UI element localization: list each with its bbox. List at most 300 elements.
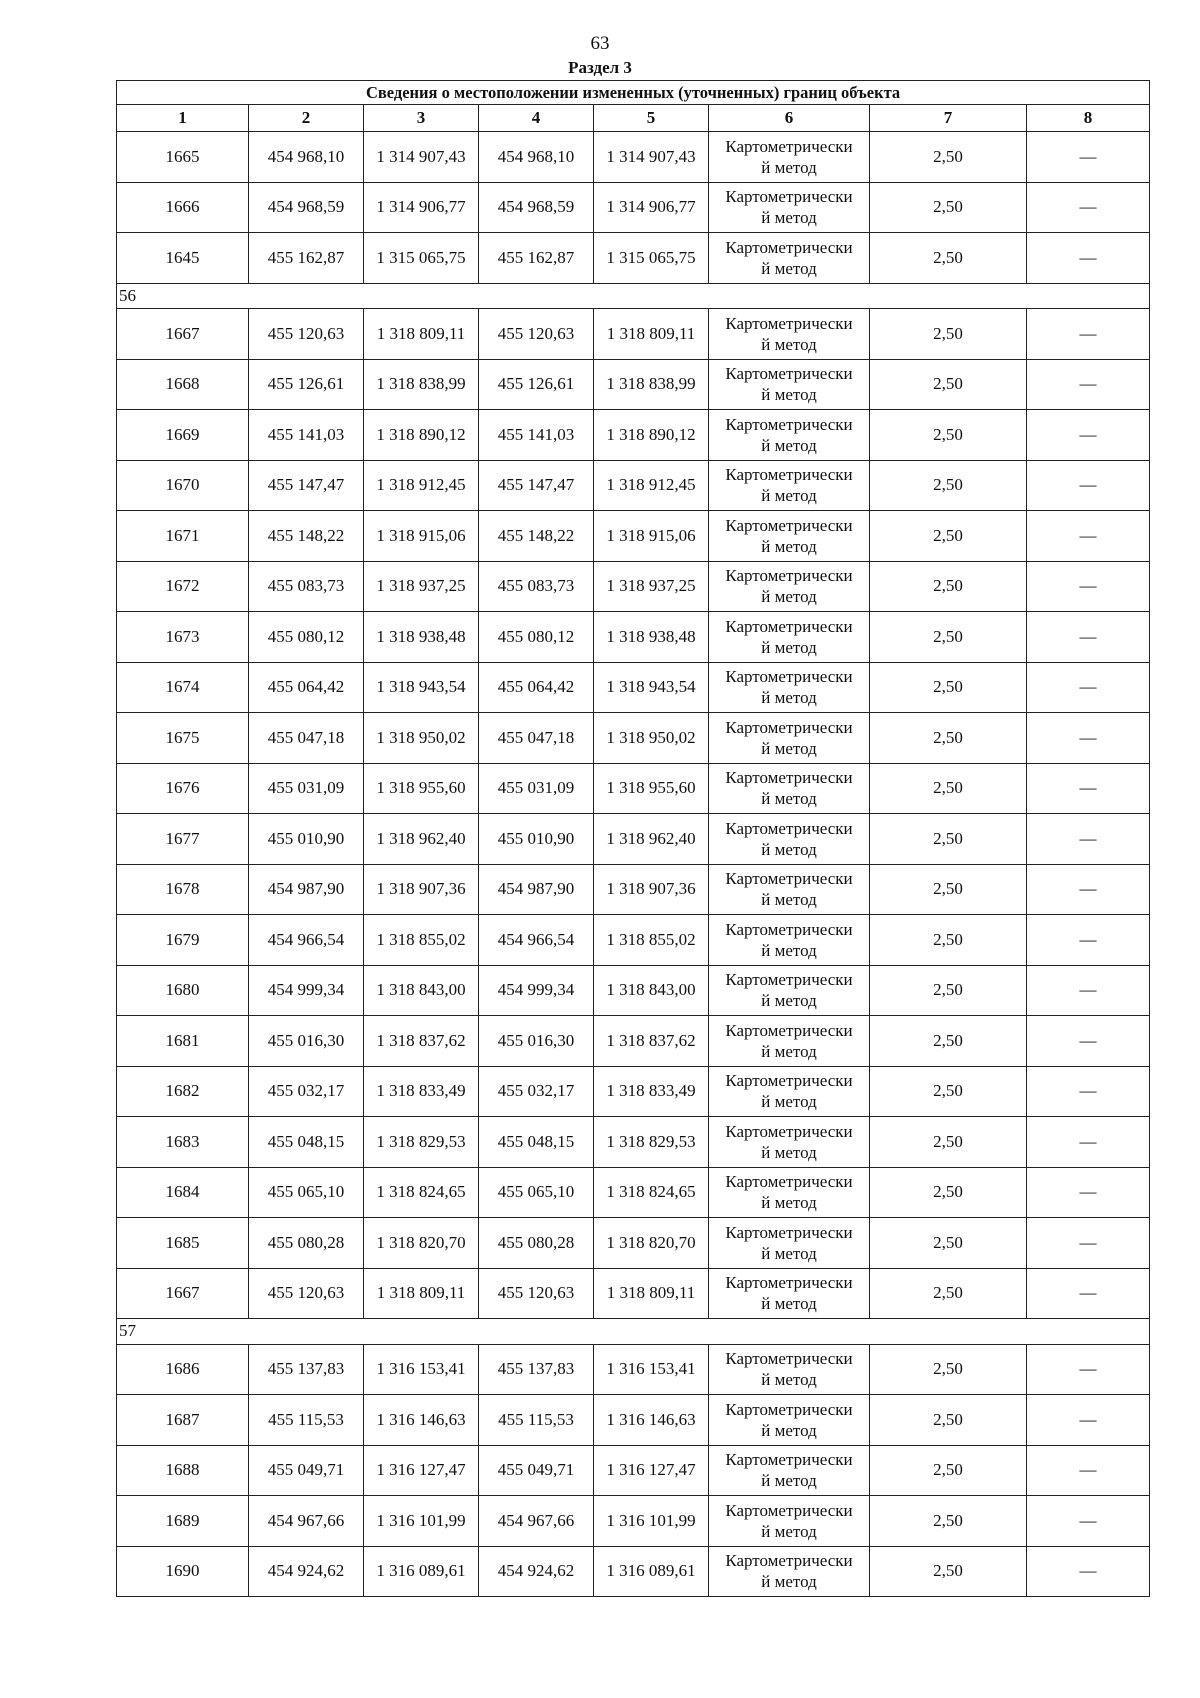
y-coordinate-old: 1 318 938,48 — [364, 612, 479, 663]
point-number: 1676 — [117, 763, 249, 814]
y-coordinate-old: 1 315 065,75 — [364, 233, 479, 284]
description-value: — — [1027, 182, 1150, 233]
table-row — [117, 1496, 1150, 1547]
table-row — [117, 662, 1150, 713]
x-coordinate-new: 454 924,62 — [479, 1546, 594, 1597]
column-header-7: 7 — [870, 105, 1027, 132]
method-line-1: Картометрически — [725, 1500, 853, 1520]
description-value: — — [1027, 1167, 1150, 1218]
x-coordinate-old: 455 148,22 — [249, 511, 364, 562]
y-coordinate-new: 1 318 915,06 — [594, 511, 709, 562]
method-line-2: й метод — [761, 334, 817, 354]
x-coordinate-old: 454 924,62 — [249, 1546, 364, 1597]
accuracy-value: 2,50 — [870, 763, 1027, 814]
method-cell — [709, 359, 870, 410]
accuracy-value: 2,50 — [870, 561, 1027, 612]
table-row — [117, 233, 1150, 284]
y-coordinate-new: 1 316 101,99 — [594, 1496, 709, 1547]
method-cell — [709, 1066, 870, 1117]
y-coordinate-new: 1 318 824,65 — [594, 1167, 709, 1218]
method-line-1: Картометрически — [725, 515, 853, 535]
table-row — [117, 511, 1150, 562]
y-coordinate-old: 1 318 915,06 — [364, 511, 479, 562]
accuracy-value: 2,50 — [870, 612, 1027, 663]
coordinates-table — [116, 80, 1150, 1597]
method-line-2: й метод — [761, 486, 817, 506]
description-value: — — [1027, 1546, 1150, 1597]
y-coordinate-old: 1 316 146,63 — [364, 1395, 479, 1446]
x-coordinate-new: 455 126,61 — [479, 359, 594, 410]
method-cell — [709, 864, 870, 915]
x-coordinate-old: 455 080,12 — [249, 612, 364, 663]
x-coordinate-old: 455 016,30 — [249, 1016, 364, 1067]
method-line-2: й метод — [761, 1521, 817, 1541]
contour-group-row — [117, 283, 1150, 309]
accuracy-value: 2,50 — [870, 1268, 1027, 1319]
x-coordinate-new: 455 083,73 — [479, 561, 594, 612]
x-coordinate-new: 455 016,30 — [479, 1016, 594, 1067]
method-line-2: й метод — [761, 587, 817, 607]
y-coordinate-new: 1 318 809,11 — [594, 1268, 709, 1319]
y-coordinate-old: 1 314 907,43 — [364, 132, 479, 183]
accuracy-value: 2,50 — [870, 915, 1027, 966]
y-coordinate-old: 1 318 829,53 — [364, 1117, 479, 1168]
method-line-1: Картометрически — [725, 237, 853, 257]
x-coordinate-old: 455 120,63 — [249, 1268, 364, 1319]
x-coordinate-new: 455 115,53 — [479, 1395, 594, 1446]
method-line-2: й метод — [761, 385, 817, 405]
method-line-2: й метод — [761, 435, 817, 455]
table-row — [117, 1218, 1150, 1269]
table-row — [117, 1395, 1150, 1446]
x-coordinate-old: 455 162,87 — [249, 233, 364, 284]
method-line-2: й метод — [761, 991, 817, 1011]
point-number: 1682 — [117, 1066, 249, 1117]
table-row — [117, 1445, 1150, 1496]
description-value: — — [1027, 1016, 1150, 1067]
method-line-2: й метод — [761, 1572, 817, 1592]
accuracy-value: 2,50 — [870, 1395, 1027, 1446]
method-cell — [709, 662, 870, 713]
method-cell — [709, 1016, 870, 1067]
method-line-1: Картометрически — [725, 414, 853, 434]
table-row — [117, 1344, 1150, 1395]
table-row — [117, 915, 1150, 966]
method-line-2: й метод — [761, 1092, 817, 1112]
table-row — [117, 965, 1150, 1016]
method-cell — [709, 1218, 870, 1269]
contour-number: 57 — [117, 1319, 1150, 1345]
x-coordinate-old: 454 966,54 — [249, 915, 364, 966]
table-row — [117, 1546, 1150, 1597]
x-coordinate-new: 454 999,34 — [479, 965, 594, 1016]
x-coordinate-new: 455 048,15 — [479, 1117, 594, 1168]
description-value: — — [1027, 561, 1150, 612]
accuracy-value: 2,50 — [870, 359, 1027, 410]
accuracy-value: 2,50 — [870, 1546, 1027, 1597]
description-value: — — [1027, 410, 1150, 461]
method-cell — [709, 511, 870, 562]
x-coordinate-old: 454 968,59 — [249, 182, 364, 233]
y-coordinate-old: 1 318 943,54 — [364, 662, 479, 713]
point-number: 1687 — [117, 1395, 249, 1446]
y-coordinate-new: 1 316 089,61 — [594, 1546, 709, 1597]
y-coordinate-old: 1 318 843,00 — [364, 965, 479, 1016]
accuracy-value: 2,50 — [870, 1117, 1027, 1168]
x-coordinate-old: 455 047,18 — [249, 713, 364, 764]
method-line-1: Картометрически — [725, 1273, 853, 1293]
x-coordinate-new: 455 141,03 — [479, 410, 594, 461]
y-coordinate-new: 1 318 907,36 — [594, 864, 709, 915]
x-coordinate-old: 454 968,10 — [249, 132, 364, 183]
method-cell — [709, 1117, 870, 1168]
x-coordinate-old: 454 999,34 — [249, 965, 364, 1016]
accuracy-value: 2,50 — [870, 814, 1027, 865]
description-value: — — [1027, 1344, 1150, 1395]
accuracy-value: 2,50 — [870, 309, 1027, 360]
method-cell — [709, 713, 870, 764]
section-title: Раздел 3 — [568, 58, 632, 77]
y-coordinate-new: 1 318 937,25 — [594, 561, 709, 612]
column-header-8: 8 — [1027, 105, 1150, 132]
table-row — [117, 182, 1150, 233]
method-line-2: й метод — [761, 688, 817, 708]
point-number: 1680 — [117, 965, 249, 1016]
y-coordinate-old: 1 318 824,65 — [364, 1167, 479, 1218]
point-number: 1645 — [117, 233, 249, 284]
y-coordinate-new: 1 316 146,63 — [594, 1395, 709, 1446]
accuracy-value: 2,50 — [870, 1066, 1027, 1117]
y-coordinate-new: 1 314 907,43 — [594, 132, 709, 183]
table-row — [117, 1066, 1150, 1117]
description-value: — — [1027, 1268, 1150, 1319]
method-cell — [709, 1344, 870, 1395]
column-header-6: 6 — [709, 105, 870, 132]
method-cell — [709, 460, 870, 511]
x-coordinate-old: 455 049,71 — [249, 1445, 364, 1496]
table-row — [117, 763, 1150, 814]
method-line-2: й метод — [761, 1243, 817, 1263]
x-coordinate-new: 454 966,54 — [479, 915, 594, 966]
x-coordinate-new: 454 968,10 — [479, 132, 594, 183]
method-cell — [709, 410, 870, 461]
description-value: — — [1027, 1496, 1150, 1547]
x-coordinate-new: 455 080,28 — [479, 1218, 594, 1269]
point-number: 1667 — [117, 309, 249, 360]
point-number: 1688 — [117, 1445, 249, 1496]
x-coordinate-new: 455 120,63 — [479, 1268, 594, 1319]
x-coordinate-old: 455 115,53 — [249, 1395, 364, 1446]
x-coordinate-new: 455 064,42 — [479, 662, 594, 713]
method-line-1: Картометрически — [725, 1020, 853, 1040]
y-coordinate-new: 1 316 127,47 — [594, 1445, 709, 1496]
table-row — [117, 1167, 1150, 1218]
description-value: — — [1027, 1117, 1150, 1168]
table-row — [117, 309, 1150, 360]
accuracy-value: 2,50 — [870, 713, 1027, 764]
y-coordinate-new: 1 318 820,70 — [594, 1218, 709, 1269]
method-line-1: Картометрически — [725, 1551, 853, 1571]
table-row — [117, 561, 1150, 612]
table-row — [117, 612, 1150, 663]
table-row — [117, 1016, 1150, 1067]
y-coordinate-old: 1 318 907,36 — [364, 864, 479, 915]
y-coordinate-old: 1 314 906,77 — [364, 182, 479, 233]
method-cell — [709, 763, 870, 814]
method-line-2: й метод — [761, 208, 817, 228]
x-coordinate-new: 455 049,71 — [479, 1445, 594, 1496]
method-line-1: Картометрически — [725, 1121, 853, 1141]
y-coordinate-new: 1 318 837,62 — [594, 1016, 709, 1067]
accuracy-value: 2,50 — [870, 1218, 1027, 1269]
description-value: — — [1027, 1445, 1150, 1496]
method-line-1: Картометрически — [725, 1450, 853, 1470]
method-cell — [709, 1546, 870, 1597]
contour-number: 56 — [117, 283, 1150, 309]
table-caption: Сведения о местоположении измененных (уточненных) границ объекта — [117, 81, 1150, 105]
method-cell — [709, 1395, 870, 1446]
y-coordinate-old: 1 318 833,49 — [364, 1066, 479, 1117]
method-cell — [709, 915, 870, 966]
y-coordinate-new: 1 318 829,53 — [594, 1117, 709, 1168]
table-row — [117, 864, 1150, 915]
point-number: 1672 — [117, 561, 249, 612]
accuracy-value: 2,50 — [870, 1167, 1027, 1218]
description-value: — — [1027, 1395, 1150, 1446]
point-number: 1674 — [117, 662, 249, 713]
method-cell — [709, 612, 870, 663]
y-coordinate-old: 1 316 153,41 — [364, 1344, 479, 1395]
method-line-2: й метод — [761, 1294, 817, 1314]
method-line-1: Картометрически — [725, 970, 853, 990]
description-value: — — [1027, 1218, 1150, 1269]
y-coordinate-new: 1 318 855,02 — [594, 915, 709, 966]
method-line-2: й метод — [761, 637, 817, 657]
y-coordinate-old: 1 318 937,25 — [364, 561, 479, 612]
x-coordinate-new: 455 031,09 — [479, 763, 594, 814]
point-number: 1673 — [117, 612, 249, 663]
description-value: — — [1027, 233, 1150, 284]
column-header-4: 4 — [479, 105, 594, 132]
method-line-1: Картометрически — [725, 465, 853, 485]
accuracy-value: 2,50 — [870, 965, 1027, 1016]
page-number: 63 — [590, 33, 610, 54]
point-number: 1686 — [117, 1344, 249, 1395]
y-coordinate-old: 1 318 820,70 — [364, 1218, 479, 1269]
point-number: 1668 — [117, 359, 249, 410]
description-value: — — [1027, 713, 1150, 764]
column-header-5: 5 — [594, 105, 709, 132]
description-value: — — [1027, 612, 1150, 663]
accuracy-value: 2,50 — [870, 182, 1027, 233]
point-number: 1666 — [117, 182, 249, 233]
x-coordinate-old: 455 048,15 — [249, 1117, 364, 1168]
point-number: 1667 — [117, 1268, 249, 1319]
point-number: 1681 — [117, 1016, 249, 1067]
method-cell — [709, 309, 870, 360]
description-value: — — [1027, 1066, 1150, 1117]
method-line-1: Картометрически — [725, 136, 853, 156]
y-coordinate-new: 1 318 809,11 — [594, 309, 709, 360]
x-coordinate-new: 455 120,63 — [479, 309, 594, 360]
method-line-1: Картометрически — [725, 1349, 853, 1369]
y-coordinate-old: 1 318 962,40 — [364, 814, 479, 865]
method-line-1: Картометрически — [725, 1172, 853, 1192]
y-coordinate-new: 1 318 833,49 — [594, 1066, 709, 1117]
y-coordinate-old: 1 316 127,47 — [364, 1445, 479, 1496]
description-value: — — [1027, 460, 1150, 511]
column-header-row — [117, 105, 1150, 132]
x-coordinate-old: 455 031,09 — [249, 763, 364, 814]
method-line-2: й метод — [761, 536, 817, 556]
accuracy-value: 2,50 — [870, 1016, 1027, 1067]
y-coordinate-old: 1 316 101,99 — [364, 1496, 479, 1547]
method-line-1: Картометрически — [725, 717, 853, 737]
point-number: 1665 — [117, 132, 249, 183]
x-coordinate-new: 455 162,87 — [479, 233, 594, 284]
method-line-2: й метод — [761, 738, 817, 758]
point-number: 1671 — [117, 511, 249, 562]
x-coordinate-old: 455 010,90 — [249, 814, 364, 865]
method-line-2: й метод — [761, 789, 817, 809]
accuracy-value: 2,50 — [870, 460, 1027, 511]
description-value: — — [1027, 662, 1150, 713]
x-coordinate-new: 455 047,18 — [479, 713, 594, 764]
x-coordinate-new: 454 968,59 — [479, 182, 594, 233]
method-cell — [709, 1268, 870, 1319]
x-coordinate-new: 455 080,12 — [479, 612, 594, 663]
y-coordinate-new: 1 318 912,45 — [594, 460, 709, 511]
y-coordinate-old: 1 316 089,61 — [364, 1546, 479, 1597]
x-coordinate-old: 455 065,10 — [249, 1167, 364, 1218]
table-body — [117, 132, 1150, 1597]
method-line-1: Картометрически — [725, 616, 853, 636]
x-coordinate-old: 455 120,63 — [249, 309, 364, 360]
table-row — [117, 359, 1150, 410]
y-coordinate-new: 1 318 943,54 — [594, 662, 709, 713]
method-cell — [709, 1445, 870, 1496]
column-header-1: 1 — [117, 105, 249, 132]
x-coordinate-old: 455 147,47 — [249, 460, 364, 511]
table-row — [117, 1268, 1150, 1319]
y-coordinate-new: 1 318 962,40 — [594, 814, 709, 865]
y-coordinate-new: 1 318 890,12 — [594, 410, 709, 461]
description-value: — — [1027, 814, 1150, 865]
table-row — [117, 460, 1150, 511]
x-coordinate-old: 455 141,03 — [249, 410, 364, 461]
point-number: 1690 — [117, 1546, 249, 1597]
method-cell — [709, 132, 870, 183]
description-value: — — [1027, 511, 1150, 562]
method-cell — [709, 965, 870, 1016]
x-coordinate-new: 455 137,83 — [479, 1344, 594, 1395]
y-coordinate-new: 1 318 955,60 — [594, 763, 709, 814]
method-line-2: й метод — [761, 1193, 817, 1213]
x-coordinate-new: 454 987,90 — [479, 864, 594, 915]
description-value: — — [1027, 763, 1150, 814]
table-row — [117, 713, 1150, 764]
accuracy-value: 2,50 — [870, 511, 1027, 562]
x-coordinate-old: 454 987,90 — [249, 864, 364, 915]
accuracy-value: 2,50 — [870, 1496, 1027, 1547]
x-coordinate-old: 454 967,66 — [249, 1496, 364, 1547]
y-coordinate-old: 1 318 809,11 — [364, 309, 479, 360]
y-coordinate-new: 1 318 838,99 — [594, 359, 709, 410]
method-line-2: й метод — [761, 1041, 817, 1061]
method-line-2: й метод — [761, 1142, 817, 1162]
method-cell — [709, 561, 870, 612]
method-cell — [709, 1496, 870, 1547]
method-cell — [709, 814, 870, 865]
x-coordinate-old: 455 064,42 — [249, 662, 364, 713]
y-coordinate-old: 1 318 838,99 — [364, 359, 479, 410]
table-row — [117, 132, 1150, 183]
point-number: 1669 — [117, 410, 249, 461]
x-coordinate-old: 455 137,83 — [249, 1344, 364, 1395]
x-coordinate-old: 455 083,73 — [249, 561, 364, 612]
method-line-2: й метод — [761, 940, 817, 960]
point-number: 1684 — [117, 1167, 249, 1218]
table-row — [117, 410, 1150, 461]
method-line-1: Картометрически — [725, 187, 853, 207]
description-value: — — [1027, 864, 1150, 915]
x-coordinate-new: 455 032,17 — [479, 1066, 594, 1117]
method-line-1: Картометрически — [725, 1071, 853, 1091]
method-line-1: Картометрически — [725, 1399, 853, 1419]
accuracy-value: 2,50 — [870, 1344, 1027, 1395]
point-number: 1685 — [117, 1218, 249, 1269]
method-line-1: Картометрически — [725, 768, 853, 788]
method-line-2: й метод — [761, 1420, 817, 1440]
y-coordinate-old: 1 318 809,11 — [364, 1268, 479, 1319]
x-coordinate-old: 455 032,17 — [249, 1066, 364, 1117]
y-coordinate-old: 1 318 837,62 — [364, 1016, 479, 1067]
column-header-3: 3 — [364, 105, 479, 132]
method-line-2: й метод — [761, 157, 817, 177]
method-line-1: Картометрически — [725, 869, 853, 889]
x-coordinate-old: 455 126,61 — [249, 359, 364, 410]
point-number: 1683 — [117, 1117, 249, 1168]
accuracy-value: 2,50 — [870, 864, 1027, 915]
method-cell — [709, 233, 870, 284]
y-coordinate-new: 1 316 153,41 — [594, 1344, 709, 1395]
y-coordinate-old: 1 318 955,60 — [364, 763, 479, 814]
point-number: 1679 — [117, 915, 249, 966]
method-line-1: Картометрически — [725, 313, 853, 333]
accuracy-value: 2,50 — [870, 233, 1027, 284]
table-row — [117, 1117, 1150, 1168]
method-line-2: й метод — [761, 1370, 817, 1390]
x-coordinate-new: 455 148,22 — [479, 511, 594, 562]
y-coordinate-old: 1 318 950,02 — [364, 713, 479, 764]
accuracy-value: 2,50 — [870, 132, 1027, 183]
x-coordinate-new: 455 065,10 — [479, 1167, 594, 1218]
description-value: — — [1027, 132, 1150, 183]
x-coordinate-old: 455 080,28 — [249, 1218, 364, 1269]
x-coordinate-new: 455 147,47 — [479, 460, 594, 511]
point-number: 1675 — [117, 713, 249, 764]
method-line-2: й метод — [761, 1471, 817, 1491]
point-number: 1678 — [117, 864, 249, 915]
point-number: 1689 — [117, 1496, 249, 1547]
description-value: — — [1027, 915, 1150, 966]
accuracy-value: 2,50 — [870, 410, 1027, 461]
y-coordinate-new: 1 318 843,00 — [594, 965, 709, 1016]
method-cell — [709, 1167, 870, 1218]
y-coordinate-old: 1 318 912,45 — [364, 460, 479, 511]
y-coordinate-old: 1 318 890,12 — [364, 410, 479, 461]
point-number: 1670 — [117, 460, 249, 511]
